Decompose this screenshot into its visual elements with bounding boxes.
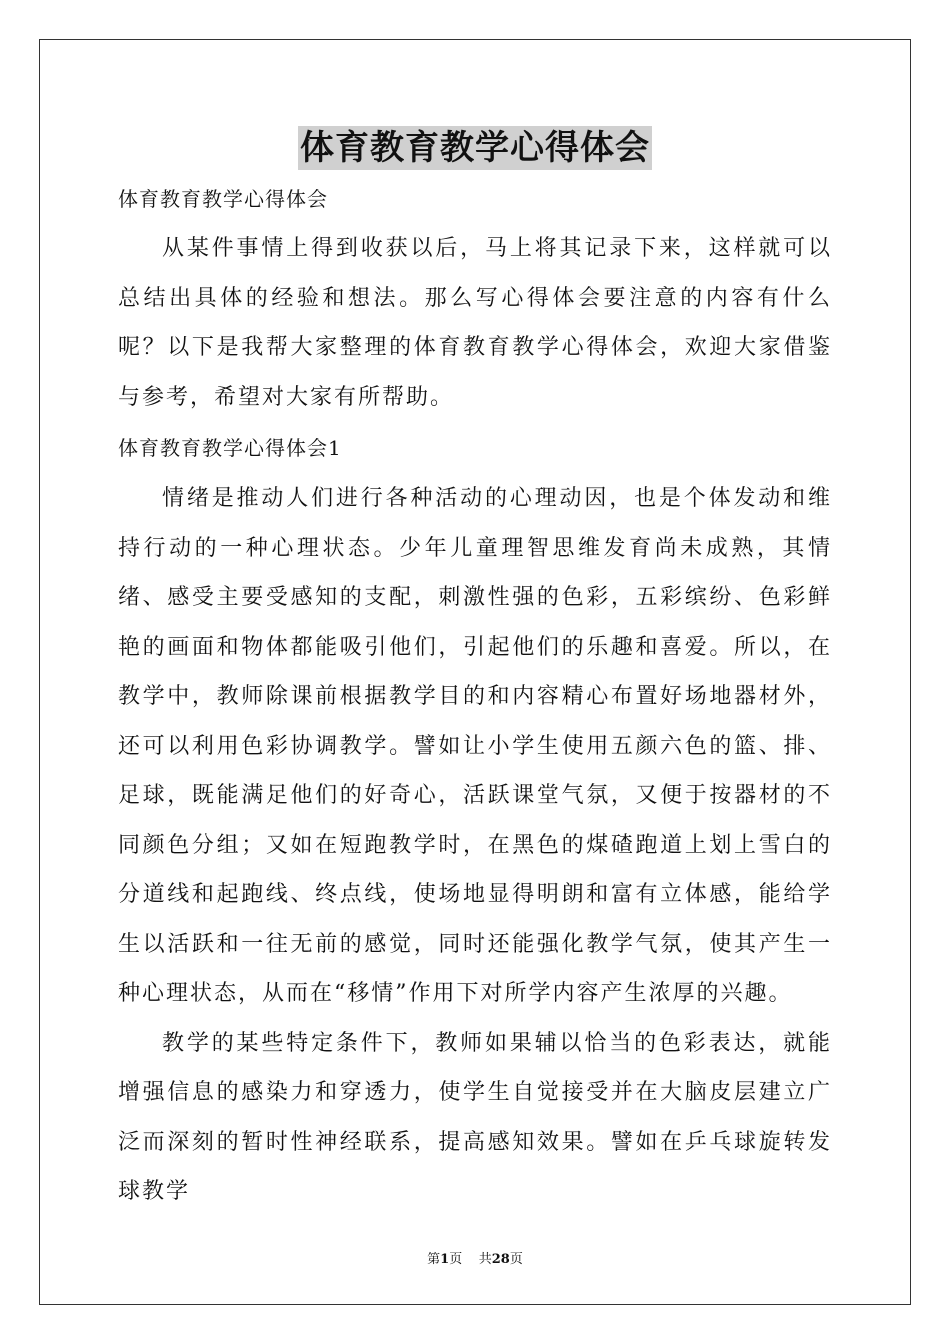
title-wrap [118,126,832,172]
section-heading: 体育教育教学心得体会1 [118,436,342,460]
document-title: 体育教育教学心得体会 [300,128,650,168]
footer-prefix: 第 [427,1252,441,1267]
intro-paragraph: 从某件事情上得到收获以后，马上将其记录下来，这样就可以总结出具体的经验和想法。那么写心得体会要注意的内容有什么呢？以下是我帮大家整理的体育教育教学心得体会，欢迎大家借鉴与参考，希望对大家有所帮助。 [118,236,832,410]
body-paragraph-1: 情绪是推动人们进行各种活动的心理动因，也是个体发动和维持行动的一种心理状态。少年儿童理智思维发育尚未成熟，其情绪、感受主要受感知的支配，刺激性强的色彩，五彩缤纷、色彩鲜艳的画面和物体都能吸引他们，引起他们的乐趣和喜爱。所以，在教学中，教师除课前根据教学目的和内容精心布置好场地器材外，还可以利用色彩协调教学。譬如让小学生使用五颜六色的篮、排、足球，既能满足他们的好奇心，活跃课堂气氛，又便于按器材的不同颜色分组；又如在短跑教学时，在黑色的煤碴跑道上划上雪白的分道线和起跑线、终点线，使场地显得明朗和富有立体感，能给学生以活跃和一往无前的感觉，同时还能强化教学气氛，使其产生一种心理状态，从而在“移情”作用下对所学内容产生浓厚的兴趣。 [118,486,832,1006]
footer-page-suffix: 页 [449,1252,463,1267]
document-body [118,126,832,1217]
footer-page-number: 1 [440,1252,450,1267]
body-paragraph-2: 教学的某些特定条件下，教师如果辅以恰当的色彩表达，就能增强信息的感染力和穿透力，使学生自觉接受并在大脑皮层建立广泛而深刻的暂时性神经联系，提高感知效果。譬如在乒乓球旋转发球教学 [118,1030,832,1204]
document-subtitle: 体育教育教学心得体会 [118,187,328,211]
footer-total-pages: 28 [491,1252,510,1267]
footer-total-prefix: 共 [478,1252,492,1267]
footer-total-suffix: 页 [509,1252,523,1267]
page-footer [0,1248,950,1267]
